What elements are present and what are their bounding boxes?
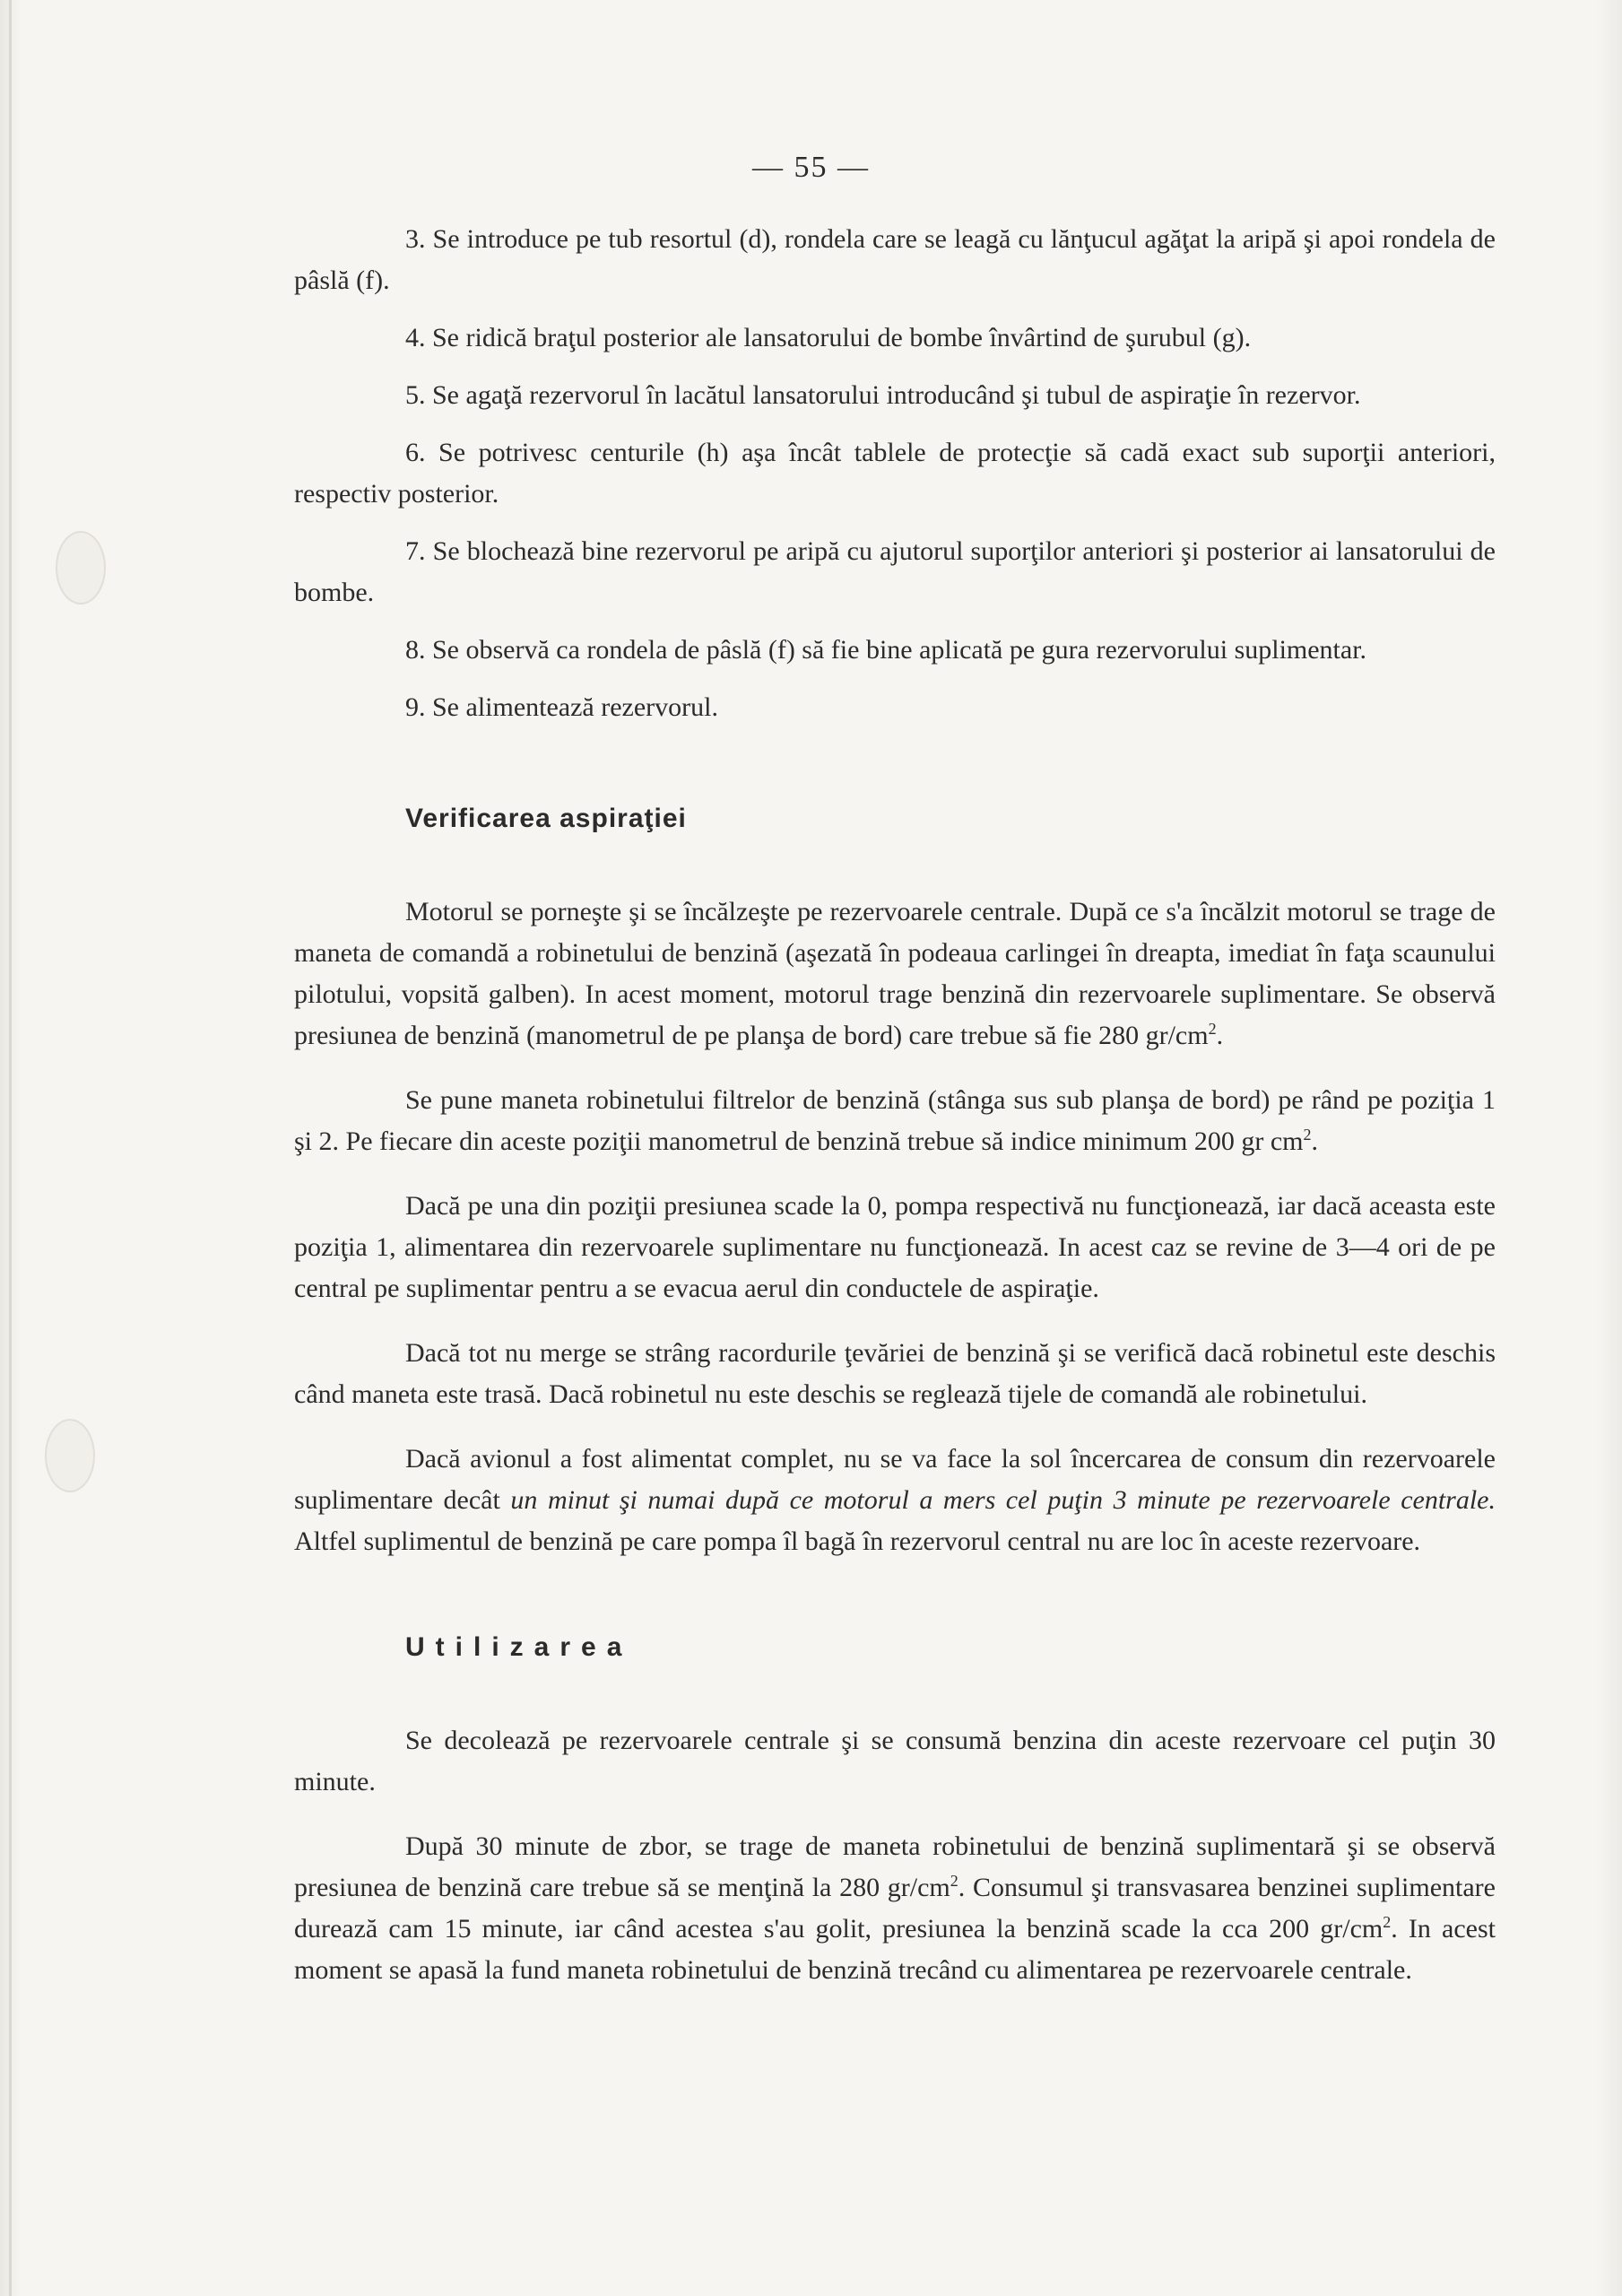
paragraph: După 30 minute de zbor, se trage de maneta robinetului de benzină suplimentară şi se observă presiunea de benzină care trebue să se menţină la 280 $gr/cm^2$. Consumul şi transvasarea benzinei suplimentare durează cam 15 minute, iar când acestea s'au golit, presiunea la benzină scade la cca 200 $gr/cm^2$. In acest moment se apasă la fund maneta robinetului de benzină trecând cu alimentarea pe rezervoarele centrale.	[294, 1831, 1496, 1985]
paragraph: Se pune maneta robinetului filtrelor de benzină (stânga sus sub planşa de bord) pe rând pe poziţia 1 şi 2. Pe fiecare din aceste poziţii manometrul de benzină trebue să indice minimum 200 gr $cm^2$.	[294, 1085, 1496, 1156]
step-item: 6. Se potrivesc centurile (h) aşa încât tablele de protecţie să cadă exact sub suporţii anteriori, respectiv posterior.	[294, 438, 1496, 509]
paragraph: Dacă tot nu merge se strâng racordurile ţevăriei de benzină şi se verifică dacă robinetul este deschis când maneta este trasă. Dacă robinetul nu este deschis se reglează tijele de comandă ale robinetului.	[294, 1338, 1496, 1409]
page-number: — 55 —	[752, 151, 870, 184]
paragraph: Dacă avionul a fost alimentat complet, nu se va face la sol încercarea de consum din rezervoarele suplimentare decât un minut şi numai după ce motorul a mers cel puţin 3 minute pe rezervoarele centrale. Altfel suplimentul de benzină pe care pompa îl bagă în rezervorul central nu are loc în aceste rezervoare.	[294, 1444, 1496, 1556]
step-item: 5. Se agaţă rezervorul în lacătul lansatorului introducând şi tubul de aspiraţie în rezervor.	[405, 380, 1361, 410]
page-body	[294, 219, 1496, 1991]
paragraph: Se decolează pe rezervoarele centrale şi se consumă benzina din aceste rezervoare cel puţin 30 minute.	[294, 1726, 1496, 1796]
step-item: 7. Se blochează bine rezervorul pe aripă cu ajutorul suporţilor anteriori şi posterior ai lansatorului de bombe.	[294, 536, 1496, 607]
page-edge	[9, 0, 12, 2296]
section-heading-verificarea: Verificarea aspiraţiei	[405, 804, 687, 833]
emphasis-text: un minut şi numai după ce motorul a mers cel puţin 3 minute pe rezervoarele centrale.	[510, 1485, 1496, 1515]
step-item: 4. Se ridică braţul posterior ale lansatorului de bombe învârtind de şurubul (g).	[405, 323, 1252, 352]
punch-hole	[56, 531, 106, 604]
paragraph: Motorul se porneşte şi se încălzeşte pe rezervoarele centrale. După ce s'a încălzit motorul se trage de maneta de comandă a robinetului de benzină (aşezată în podeaua carlingei în dreapta, imediat în faţa scaunului pilotului, vopsită galben). In acest moment, motorul trage benzină din rezervoarele suplimentare. Se observă presiunea de benzină (manometrul de pe planşa de bord) care trebue să fie 280 $gr/cm^2$.	[294, 897, 1496, 1050]
paragraph: Dacă pe una din poziţii presiunea scade la 0, pompa respectivă nu funcţionează, iar dacă aceasta este poziţia 1, alimentarea din rezervoarele suplimentare nu funcţionează. In acest caz se revine de 3—4 ori de pe central pe suplimentar pentru a se evacua aerul din conductele de aspiraţie.	[294, 1191, 1496, 1303]
step-item: 9. Se alimentează rezervorul.	[405, 692, 718, 722]
step-item: 8. Se observă ca rondela de pâslă (f) să fie bine aplicată pe gura rezervorului suplimentar.	[405, 635, 1367, 665]
section-heading-utilizarea: Utilizarea	[405, 1632, 633, 1662]
step-item: 3. Se introduce pe tub resortul (d), rondela care se leagă cu lănţucul agăţat la aripă şi apoi rondela de pâslă (f).	[294, 224, 1496, 295]
punch-hole	[45, 1419, 95, 1492]
